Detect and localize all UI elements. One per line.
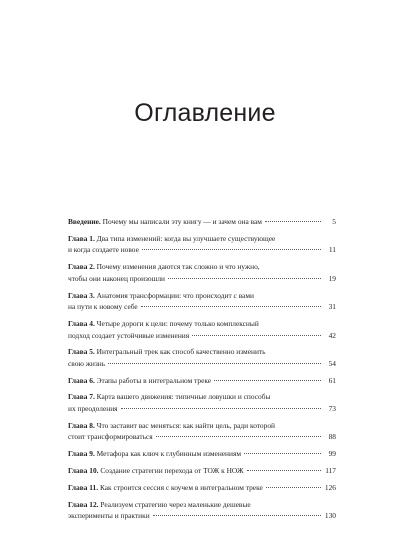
toc-line bbox=[68, 301, 336, 313]
dot-leader bbox=[121, 408, 321, 409]
page-number: 126 bbox=[324, 482, 336, 492]
toc-line-text bbox=[68, 346, 266, 358]
page-number: 61 bbox=[328, 375, 336, 385]
toc-line bbox=[68, 431, 336, 443]
toc-entry bbox=[68, 261, 336, 284]
chapter-title-text: Создание стратегии перехода от ТОЖ к НОЖ bbox=[100, 465, 244, 475]
toc-line bbox=[68, 391, 336, 403]
chapter-title-text: Почему изменения даются так сложно и что нужно, bbox=[96, 262, 260, 272]
toc-line bbox=[68, 420, 336, 432]
page-number: 19 bbox=[328, 273, 336, 283]
chapter-label: Глава 10. bbox=[68, 465, 99, 475]
toc-line-text bbox=[68, 301, 138, 313]
dot-leader bbox=[244, 453, 321, 454]
toc-entry bbox=[68, 290, 336, 313]
toc-line bbox=[68, 375, 336, 387]
page-number: 99 bbox=[328, 449, 336, 459]
dot-leader bbox=[156, 436, 321, 437]
dot-leader bbox=[192, 335, 321, 336]
toc-line-text bbox=[68, 375, 211, 387]
chapter-label: Глава 8. bbox=[68, 420, 95, 430]
dot-leader bbox=[168, 278, 321, 279]
toc-line-text bbox=[68, 420, 275, 432]
toc-entry bbox=[68, 233, 336, 256]
chapter-label: Глава 3. bbox=[68, 290, 95, 300]
toc-line-text bbox=[68, 465, 244, 477]
toc-entry bbox=[68, 448, 336, 460]
toc-line bbox=[68, 482, 336, 494]
chapter-title-text: стоит трансформироваться bbox=[68, 432, 153, 442]
toc-line-text bbox=[68, 499, 251, 511]
dot-leader bbox=[108, 363, 321, 364]
chapter-label: Глава 9. bbox=[68, 449, 95, 459]
dot-leader bbox=[153, 515, 321, 516]
toc-line bbox=[68, 233, 336, 245]
page-number: 31 bbox=[328, 302, 336, 312]
toc-line-text bbox=[68, 216, 262, 228]
chapter-label: Глава 11. bbox=[68, 482, 99, 492]
toc-line-text bbox=[68, 448, 241, 460]
toc-entry bbox=[68, 499, 336, 522]
page-number: 88 bbox=[328, 432, 336, 442]
chapter-label: Глава 6. bbox=[68, 375, 95, 385]
chapter-label: Глава 4. bbox=[68, 318, 95, 328]
toc-line bbox=[68, 510, 336, 522]
chapter-label: Глава 12. bbox=[68, 499, 99, 509]
toc-line-text bbox=[68, 290, 254, 302]
table-of-contents bbox=[68, 216, 336, 527]
chapter-title-text: Четыре дороги к цели: почему только комплексный bbox=[96, 318, 259, 328]
toc-line-text bbox=[68, 391, 270, 403]
dot-leader bbox=[141, 306, 321, 307]
chapter-label: Глава 1. bbox=[68, 233, 95, 243]
toc-line bbox=[68, 330, 336, 342]
chapter-title-text: Карта вашего движения: типичные ловушки и способы bbox=[96, 392, 271, 402]
chapter-title-text: Интегральный трек как способ качественно изменить bbox=[96, 347, 266, 357]
chapter-label: Введение. bbox=[68, 217, 101, 226]
toc-line-text bbox=[68, 510, 150, 522]
toc-entry bbox=[68, 420, 336, 443]
chapter-title-text: и когда создаете новое bbox=[68, 245, 139, 255]
chapter-title-text: Почему мы написали эту книгу — и зачем она вам bbox=[102, 217, 262, 226]
toc-line bbox=[68, 216, 336, 228]
chapter-title-text: чтобы они наконец произошли bbox=[68, 273, 165, 283]
toc-entry bbox=[68, 391, 336, 414]
page-number: 130 bbox=[324, 511, 336, 521]
page-number: 5 bbox=[332, 217, 336, 226]
chapter-label: Глава 7. bbox=[68, 392, 95, 402]
toc-line-text bbox=[68, 403, 118, 415]
toc-line-text bbox=[68, 330, 189, 342]
toc-line bbox=[68, 244, 336, 256]
toc-line-text bbox=[68, 482, 263, 494]
toc-line bbox=[68, 465, 336, 477]
toc-line-text bbox=[68, 244, 139, 256]
dot-leader bbox=[265, 221, 321, 222]
chapter-title-text: свою жизнь bbox=[68, 358, 106, 368]
chapter-title-text: на пути к новому себе bbox=[68, 302, 138, 312]
chapter-title-text: Анатомия трансформации: что происходит с вами bbox=[96, 290, 254, 300]
toc-line bbox=[68, 273, 336, 285]
dot-leader bbox=[142, 249, 321, 250]
toc-entry bbox=[68, 216, 336, 228]
page-number: 54 bbox=[328, 358, 336, 368]
chapter-title-text: Что заставит вас меняться: как найти цель, ради которой bbox=[96, 420, 275, 430]
toc-entry bbox=[68, 375, 336, 387]
page-number: 42 bbox=[328, 330, 336, 340]
toc-line bbox=[68, 318, 336, 330]
chapter-title-text: эксперименты и практики bbox=[68, 511, 150, 521]
toc-line bbox=[68, 403, 336, 415]
toc-line-text bbox=[68, 358, 105, 370]
chapter-title-text: Этапы работы в интегральном треке bbox=[96, 375, 212, 385]
page-number: 11 bbox=[328, 245, 336, 255]
chapter-title-text: их преодоления bbox=[68, 404, 118, 414]
toc-line-text bbox=[68, 233, 275, 245]
page-title: Оглавление bbox=[134, 99, 276, 127]
toc-line bbox=[68, 448, 336, 460]
dot-leader bbox=[247, 470, 321, 471]
toc-line-text bbox=[68, 273, 165, 285]
chapter-title-text: подход создает устойчивые изменения bbox=[68, 330, 190, 340]
page-number: 73 bbox=[328, 404, 336, 414]
chapter-label: Глава 5. bbox=[68, 347, 95, 357]
toc-entry bbox=[68, 346, 336, 369]
chapter-title-text: Как строится сессия с коучем в интегральном треке bbox=[99, 482, 263, 492]
toc-line-text bbox=[68, 261, 260, 273]
toc-entry bbox=[68, 465, 336, 477]
toc-entry bbox=[68, 482, 336, 494]
dot-leader bbox=[266, 487, 321, 488]
dot-leader bbox=[214, 380, 321, 381]
toc-entry bbox=[68, 318, 336, 341]
toc-line bbox=[68, 358, 336, 370]
toc-line-text bbox=[68, 431, 153, 443]
toc-line bbox=[68, 261, 336, 273]
toc-line bbox=[68, 290, 336, 302]
chapter-title-text: Метафора как ключ к глубинным изменениям bbox=[96, 449, 242, 459]
toc-line bbox=[68, 346, 336, 358]
chapter-title-text: Два типа изменений: когда вы улучшаете существующее bbox=[96, 233, 276, 243]
chapter-title-text: Реализуем стратегию через маленькие дешевые bbox=[100, 499, 251, 509]
toc-line bbox=[68, 499, 336, 511]
chapter-label: Глава 2. bbox=[68, 262, 95, 272]
toc-line-text bbox=[68, 318, 259, 330]
page-number: 117 bbox=[325, 465, 336, 475]
